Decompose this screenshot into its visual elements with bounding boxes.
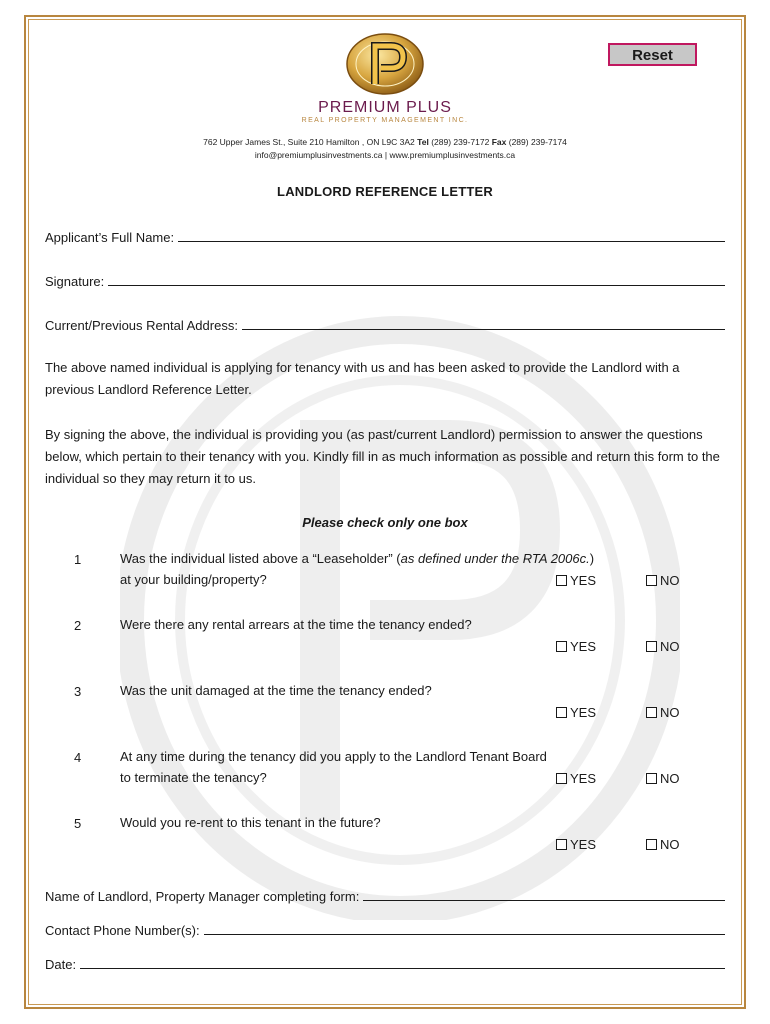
- rental-address-field[interactable]: [242, 316, 725, 330]
- question-number: 2: [74, 618, 82, 633]
- fax-number: (289) 239-7174: [508, 137, 567, 147]
- question-text-italic: as defined under the RTA 2006c.: [400, 551, 590, 566]
- signature-row: [45, 272, 725, 289]
- checkbox-icon: [556, 575, 567, 586]
- checkbox-icon: [646, 575, 657, 586]
- q2-no-checkbox[interactable]: [646, 639, 680, 654]
- no-label: NO: [660, 705, 680, 720]
- date-label: Date:: [45, 957, 77, 972]
- applicant-name-row: [45, 228, 725, 245]
- q5-yes-checkbox[interactable]: [556, 837, 596, 852]
- no-label: NO: [660, 837, 680, 852]
- signature-label: Signature:: [45, 274, 105, 289]
- checkbox-icon: [556, 641, 567, 652]
- yes-label: YES: [570, 705, 597, 720]
- question-number: 5: [74, 816, 82, 831]
- rental-address-row: [45, 316, 725, 333]
- question-text-line2: to terminate the tenancy?: [120, 770, 267, 785]
- company-tagline: REAL PROPERTY MANAGEMENT INC.: [301, 117, 469, 124]
- premium-plus-logo-icon: [345, 32, 425, 96]
- address-text: 762 Upper James St., Suite 210 Hamilton , ON L9C 3A2: [203, 137, 415, 147]
- q4-no-checkbox[interactable]: [646, 771, 680, 786]
- tel-number: (289) 239-7172: [431, 137, 490, 147]
- question-number: 1: [74, 552, 82, 567]
- checkbox-icon: [646, 839, 657, 850]
- signature-field[interactable]: [108, 272, 725, 286]
- question-text-line2: at your building/property?: [120, 572, 267, 587]
- question-number: 4: [74, 750, 82, 765]
- company-name: PREMIUM PLUS: [318, 99, 452, 116]
- page-title: LANDLORD REFERENCE LETTER: [277, 184, 493, 199]
- yes-label: YES: [570, 573, 597, 588]
- checkbox-icon: [646, 641, 657, 652]
- q3-yes-checkbox[interactable]: [556, 705, 596, 720]
- date-row: [45, 955, 725, 972]
- applicant-name-field[interactable]: [178, 228, 725, 242]
- no-label: NO: [660, 639, 680, 654]
- checkbox-icon: [556, 773, 567, 784]
- landlord-name-field[interactable]: [363, 887, 725, 901]
- yes-label: YES: [570, 771, 597, 786]
- question-number: 3: [74, 684, 82, 699]
- check-instruction: Please check only one box: [302, 515, 468, 530]
- applicant-name-label: Applicant’s Full Name:: [45, 230, 175, 245]
- company-address-line: [60, 137, 710, 147]
- tel-label: Tel: [417, 137, 429, 147]
- permission-paragraph: By signing the above, the individual is providing you (as past/current Landlord) permission to answer the questions below, which pertain to their tenancy with you. Kindly fill in as much information as possible and return this form to the individual so they may return it to us.: [45, 427, 720, 486]
- contact-phone-row: [45, 921, 725, 938]
- date-field[interactable]: [80, 955, 725, 969]
- question-text: Would you re-rent to this tenant in the future?: [120, 815, 381, 830]
- question-text: Were there any rental arrears at the time the tenancy ended?: [120, 617, 472, 632]
- q1-yes-checkbox[interactable]: [556, 573, 596, 588]
- fax-label: Fax: [491, 137, 507, 147]
- checkbox-icon: [556, 707, 567, 718]
- landlord-name-row: [45, 887, 725, 904]
- q1-no-checkbox[interactable]: [646, 573, 680, 588]
- checkbox-icon: [556, 839, 567, 850]
- no-label: NO: [660, 771, 680, 786]
- yes-label: YES: [570, 639, 597, 654]
- company-web-line: info@premiumplusinvestments.ca | www.premiumplusinvestments.ca: [254, 150, 516, 160]
- no-label: NO: [660, 573, 680, 588]
- q2-yes-checkbox[interactable]: [556, 639, 596, 654]
- question-text: Was the unit damaged at the time the tenancy ended?: [120, 683, 432, 698]
- rental-address-label: Current/Previous Rental Address:: [45, 318, 238, 333]
- reset-button[interactable]: Reset: [608, 43, 697, 66]
- q5-no-checkbox[interactable]: [646, 837, 680, 852]
- landlord-name-label: Name of Landlord, Property Manager completing form:: [45, 889, 360, 904]
- q3-no-checkbox[interactable]: [646, 705, 680, 720]
- contact-phone-field[interactable]: [204, 921, 725, 935]
- checkbox-icon: [646, 773, 657, 784]
- question-text-part: Was the individual listed above a “Leaseholder” (: [120, 551, 401, 566]
- intro-paragraph: The above named individual is applying for tenancy with us and has been asked to provide the Landlord with a previous Landlord Reference Letter.: [45, 360, 680, 397]
- checkbox-icon: [646, 707, 657, 718]
- question-text-part: ): [589, 551, 595, 566]
- question-text-part: At any time during the tenancy did you apply to the Landlord Tenant Board: [120, 749, 547, 764]
- yes-label: YES: [570, 837, 597, 852]
- contact-phone-label: Contact Phone Number(s):: [45, 923, 200, 938]
- q4-yes-checkbox[interactable]: [556, 771, 596, 786]
